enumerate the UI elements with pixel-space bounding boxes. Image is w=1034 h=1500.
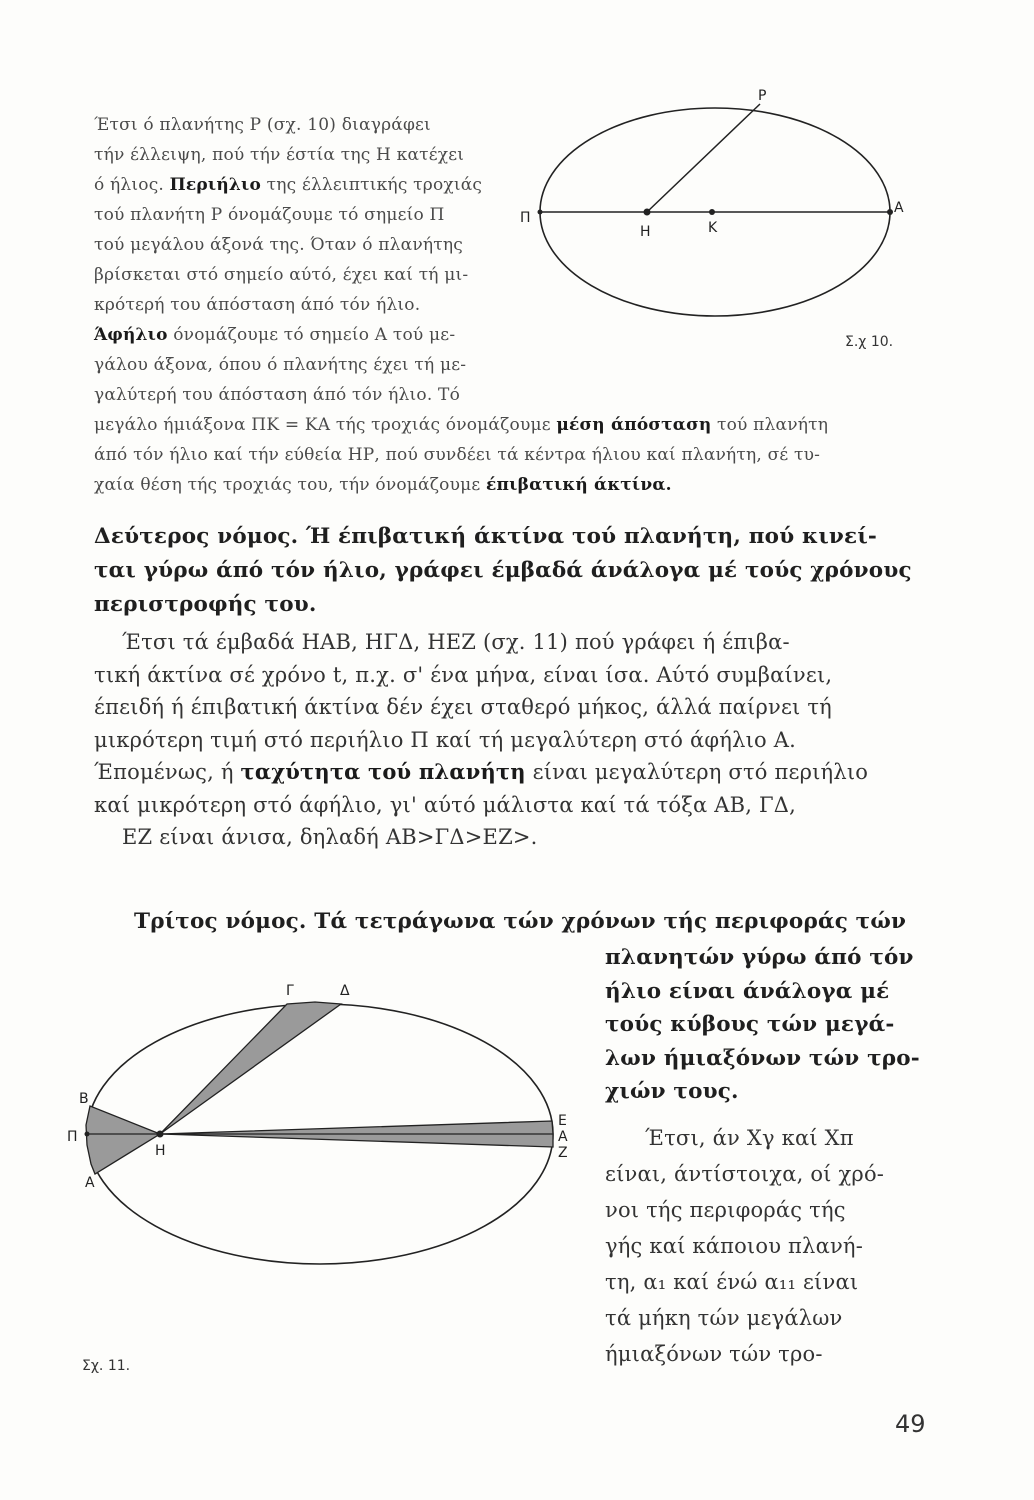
- text-segment: Έπομένως, ή: [94, 760, 234, 784]
- label-A2: Α: [558, 1129, 568, 1145]
- text-segment: είναι μεγαλύτερη στό περιήλιο: [532, 760, 869, 784]
- text-line: [94, 170, 514, 200]
- label-A: Α: [894, 200, 904, 216]
- text-line: τού μεγάλου άξονά της. Όταν ό πλανήτης: [94, 235, 463, 255]
- text-line: βρίσκεται στό σημείο αύτό, έχει καί τή μι-: [94, 265, 469, 285]
- text-segment: ό ήλιος.: [94, 175, 165, 195]
- text-line: νοι τής περιφοράς τής: [605, 1198, 846, 1222]
- text-line: ται γύρω άπό τόν ήλιο, γράφει έμβαδά άνάλογα μέ τούς χρόνους: [94, 558, 912, 583]
- text-segment: της έλλειπτικής τροχιάς: [266, 175, 483, 195]
- text-segment: όνομάζουμε τό σημείο Α τού με-: [173, 325, 456, 345]
- label-E: Ε: [558, 1113, 567, 1129]
- paragraph-kepler-orbit-cont: [94, 410, 954, 500]
- text-line: άπό τόν ήλιο καί τήν εύθεία ΗΡ, πού συνδέει τά κέντρα ήλιου καί πλανήτη, σέ τυ-: [94, 445, 821, 465]
- text-line: Έτσι ό πλανήτης Ρ (σχ. 10) διαγράφει: [94, 115, 431, 135]
- text-line: λων ήμιαξόνων τών τρο-: [605, 1045, 920, 1071]
- figure-10-caption: Σ.χ 10.: [845, 334, 894, 350]
- term-radius-vector: έπιβατική άκτίνα.: [485, 475, 672, 495]
- text-line: ήμιαξόνων τών τρο-: [605, 1342, 823, 1366]
- text-line: [94, 320, 514, 350]
- text-line: τη, α₁ καί ένώ α₁₁ είναι: [605, 1270, 859, 1294]
- text-line: [94, 470, 954, 500]
- sector-HAB: [86, 1106, 160, 1174]
- label-G: Γ: [286, 983, 294, 999]
- center-K: [709, 209, 715, 215]
- paragraph-third-law-example: [605, 1120, 965, 1372]
- label-Pi: Π: [67, 1129, 78, 1145]
- text-line: τήν έλλειψη, πού τήν έστία της Η κατέχει: [94, 145, 465, 165]
- text-line: Έτσι, άν Χγ καί Χπ: [645, 1126, 854, 1150]
- sun-focus-H: [157, 1131, 164, 1138]
- text-line: κρότερή του άπόσταση άπό τόν ήλιο.: [94, 295, 421, 315]
- text-line: πλανητών γύρω άπό τόν: [605, 945, 914, 970]
- aphelion-point: [887, 209, 893, 215]
- radius-vector-HP: [647, 104, 760, 212]
- label-A: Α: [85, 1175, 95, 1191]
- sector-HGD: [160, 1002, 341, 1134]
- text-line: γαλύτερή του άπόσταση άπό τόν ήλιο. Τό: [94, 385, 461, 405]
- text-line: τού πλανήτη Ρ όνομάζουμε τό σημείο Π: [94, 205, 445, 225]
- text-line: Δεύτερος νόμος. Ή έπιβατική άκτίνα τού πλανήτη, πού κινεί-: [94, 524, 878, 549]
- term-planet-speed: ταχύτητα τού πλανήτη: [240, 759, 526, 784]
- perihelion-point: [538, 210, 543, 215]
- text-line: ήλιο είναι άνάλογα μέ: [605, 978, 890, 1004]
- label-Pi: Π: [520, 210, 531, 226]
- label-K: Κ: [708, 220, 718, 236]
- text-line: μικρότερη τιμή στό περιήλιο Π καί τή μεγαλύτερη στό άφήλιο Α.: [94, 727, 796, 752]
- text-line: τά μήκη τών μεγάλων: [605, 1306, 843, 1330]
- term-mean-distance: μέση άπόσταση: [556, 415, 712, 435]
- figure-11-caption: Σχ. 11.: [82, 1358, 131, 1374]
- sun-focus-H: [644, 209, 651, 216]
- paragraph-equal-areas: [94, 626, 964, 854]
- text-line: [94, 756, 964, 789]
- text-line: [94, 410, 954, 440]
- text-line: είναι, άντίστοιχα, οί χρό-: [605, 1162, 885, 1186]
- text-line: τική άκτίνα σέ χρόνο t, π.χ. σ' ένα μήνα, είναι ίσα. Αύτό συμβαίνει,: [94, 662, 833, 687]
- text-line: χιών τους.: [605, 1079, 739, 1104]
- text-line: γής καί κάποιου πλανή-: [605, 1234, 863, 1258]
- text-line: τούς κύβους τών μεγά-: [605, 1012, 895, 1037]
- third-law-heading: Τρίτος νόμος. Τά τετράγωνα τών χρόνων τής περιφοράς τών: [134, 909, 907, 934]
- label-D: Δ: [340, 983, 350, 999]
- label-B: Β: [79, 1091, 89, 1107]
- page-number: 49: [895, 1410, 926, 1438]
- label-H: Η: [640, 224, 651, 240]
- second-law-statement: [94, 520, 954, 622]
- figure-11: [55, 975, 595, 1275]
- third-law-statement: [605, 941, 965, 1109]
- text-segment: χαία θέση τής τροχιάς του, τήν όνομάζουμε: [94, 475, 481, 495]
- text-line: έπειδή ή έπιβατική άκτίνα δέν έχει σταθερό μήκος, άλλά παίρνει τή: [94, 695, 832, 719]
- label-Z: Ζ: [558, 1145, 568, 1161]
- label-H: Η: [155, 1143, 166, 1159]
- text-line: Έτσι τά έμβαδά ΗΑΒ, ΗΓΔ, ΗΕΖ (σχ. 11) πού γράφει ή έπιβα-: [122, 630, 790, 654]
- term-aphelion: Άφήλιο: [94, 325, 168, 345]
- text-segment: μεγάλο ήμιάξονα ΠΚ = ΚΑ τής τροχιάς όνομάζουμε: [94, 415, 551, 435]
- point-Pi: [85, 1132, 90, 1137]
- label-P: Ρ: [758, 88, 767, 104]
- text-line: περιστροφής του.: [94, 592, 317, 617]
- term-perihelion: Περιήλιο: [169, 175, 262, 195]
- paragraph-kepler-orbit: [94, 110, 514, 410]
- text-segment: τού πλανήτη: [717, 415, 829, 435]
- text-line: ΕΖ είναι άνισα, δηλαδή ΑΒ>ΓΔ>ΕΖ>.: [122, 825, 538, 849]
- text-line: καί μικρότερη στό άφήλιο, γι' αύτό μάλιστα καί τά τόξα ΑΒ, ΓΔ,: [94, 792, 797, 817]
- text-line: γάλου άξονα, όπου ό πλανήτης έχει τή με-: [94, 355, 467, 375]
